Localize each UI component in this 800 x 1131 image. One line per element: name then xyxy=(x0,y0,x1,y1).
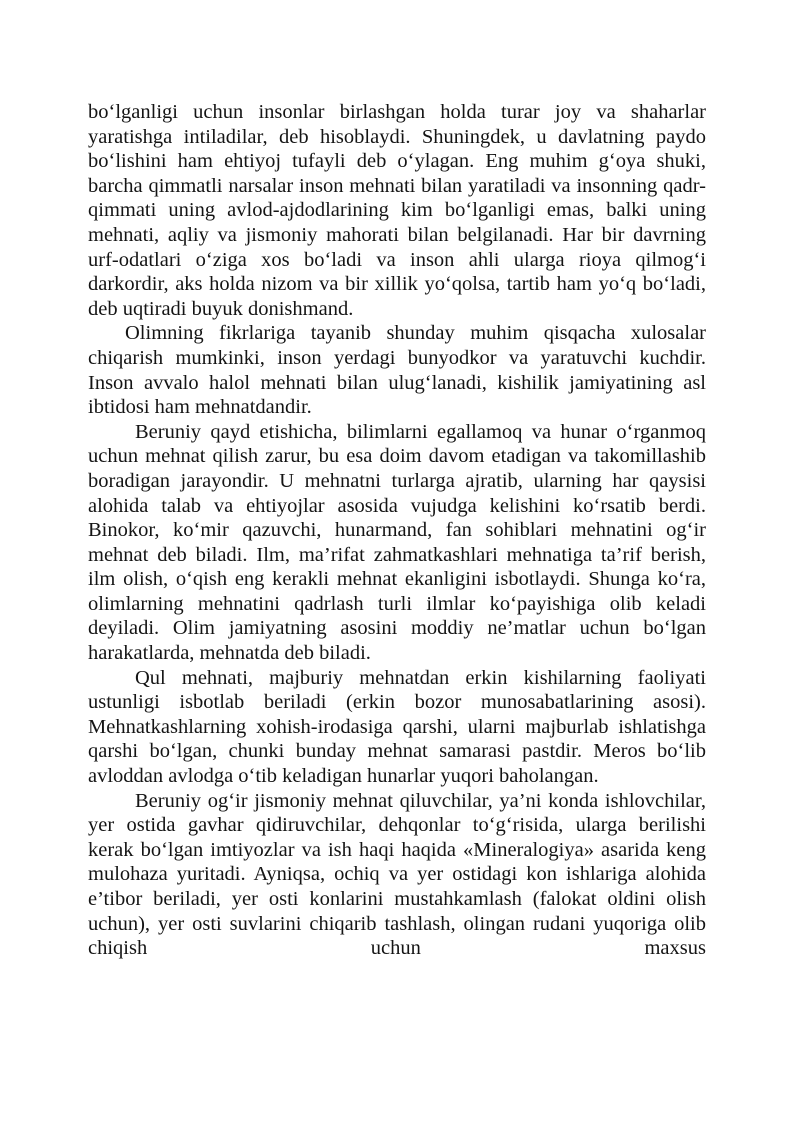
paragraph-4: Qul mehnati, majburiy mehnatdan erkin kishilarning faoliyati ustunligi isbotlab beriladi (erkin bozor munosabatlarining asosi). Mehnatkashlarning xohish-irodasiga qarshi, ularni majburlab ishlatishga qarshi bo‘lgan, chunki bunday mehnat samarasi pastdir. Meros bo‘lib avloddan avlodga o‘tib keladigan hunarlar yuqori baholangan. xyxy=(88,666,706,788)
paragraph-3: Beruniy qayd etishicha, bilimlarni egallamoq va hunar o‘rganmoq uchun mehnat qilish zarur, bu esa doim davom etadigan va takomillashib boradigan jarayondir. U mehnatni turlarga ajratib, ularning har qaysisi alohida talab va ehtiyojlar asosida vujudga kelishini ko‘rsatib berdi. Binokor, ko‘mir qazuvchi, hunarmand, fan sohiblari mehnatini og‘ir mehnat deb biladi. Ilm, ma’rifat zahmatkashlari mehnatiga ta’rif berish, ilm olish, o‘qish eng kerakli mehnat ekanligini isbotlaydi. Shunga ko‘ra, olimlarning mehnatini qadrlash turli ilmlar ko‘payishiga olib keladi deyiladi. Olim jamiyatning asosini moddiy ne’matlar uchun bo‘lgan harakatlarda, mehnatda deb biladi. xyxy=(88,420,706,665)
paragraph-2: Olimning fikrlariga tayanib shunday muhim qisqacha xulosalar chiqarish mumkinki, inson yerdagi bunyodkor va yaratuvchi kuchdir. Inson avvalo halol mehnati bilan ulug‘lanadi, kishilik jamiyatining asl ibtidosi ham mehnatdandir. xyxy=(88,322,706,419)
paragraph-1: bo‘lganligi uchun insonlar birlashgan holda turar joy va shaharlar yaratishga intiladilar, deb hisoblaydi. Shuningdek, u davlatning paydo bo‘lishini ham ehtiyoj tufayli deb o‘ylagan. Eng muhim g‘oya shuki, barcha qimmatli narsalar inson mehnati bilan yaratiladi va insonning qadr-qimmati uning avlod-ajdodlarining kim bo‘lganligi emas, balki uning mehnati, aqliy va jismoniy mahorati bilan belgilanadi. Har bir davrning urf-odatlari o‘ziga xos bo‘ladi va inson ahli ularga rioya qilmog‘i darkordir, aks holda nizom va bir xillik yo‘qolsa, tartib ham yo‘q bo‘ladi, deb uqtiradi buyuk donishmand. xyxy=(88,101,706,320)
paragraph-5: Beruniy og‘ir jismoniy mehnat qiluvchilar, ya’ni konda ishlovchilar, yer ostida gavhar qidiruvchilar, dehqonlar to‘g‘risida, ularga berilishi kerak bo‘lgan imtiyozlar va ish haqi haqida «Mineralogiya» asarida keng mulohaza yuritadi. Ayniqsa, ochiq va yer ostidagi kon ishlariga alohida e’tibor beriladi, yer osti konlarini mustahkamlash (falokat oldini olish uchun), yer osti suvlarini chiqarib tashlash, olingan rudani yuqoriga olib chiqish uchun maxsus xyxy=(88,789,706,960)
document-page xyxy=(88,100,706,961)
